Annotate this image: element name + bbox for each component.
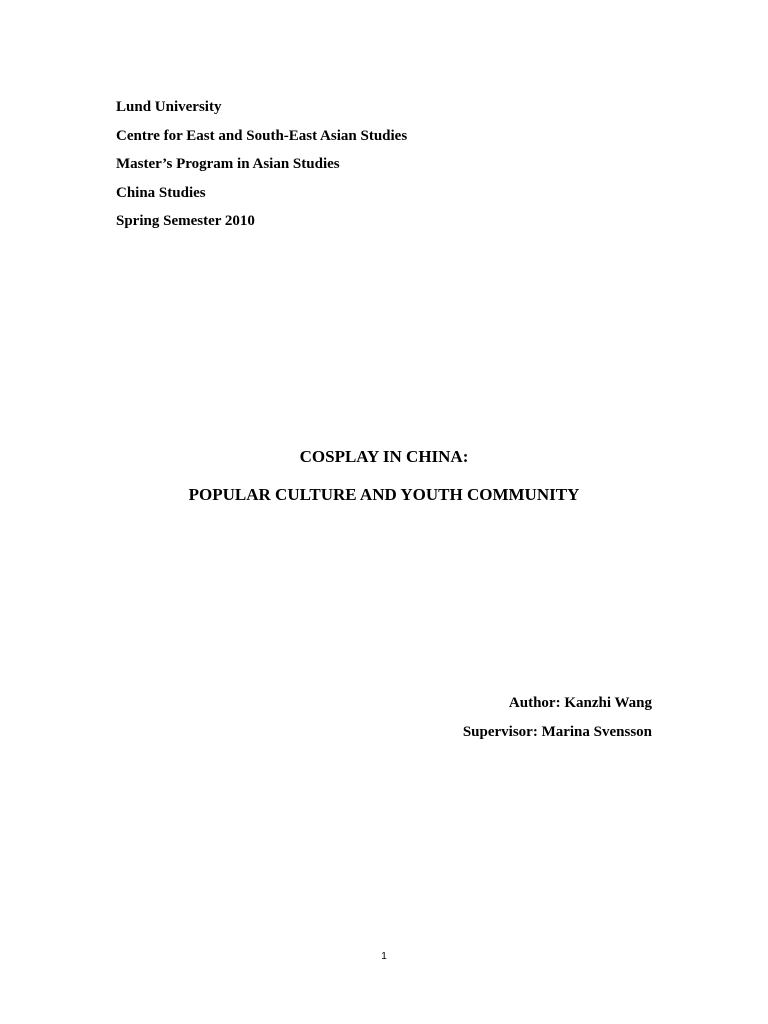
university-name: Lund University (116, 99, 222, 115)
centre-name: Centre for East and South-East Asian Studies (116, 127, 408, 144)
thesis-title (0, 447, 768, 505)
field-name: China Studies (116, 184, 206, 201)
author-line: Author: Kanzhi Wang (508, 695, 652, 711)
supervisor-line: Supervisor: Marina Svensson (462, 723, 652, 740)
title-line-1: COSPLAY IN CHINA: (299, 447, 469, 466)
institution-header (116, 93, 407, 236)
credits-block (463, 689, 652, 746)
title-line-2: POPULAR CULTURE AND YOUTH COMMUNITY (188, 485, 580, 504)
page-number: 1 (381, 951, 387, 962)
program-name: Master’s Program in Asian Studies (116, 156, 340, 172)
semester: Spring Semester 2010 (116, 213, 255, 229)
